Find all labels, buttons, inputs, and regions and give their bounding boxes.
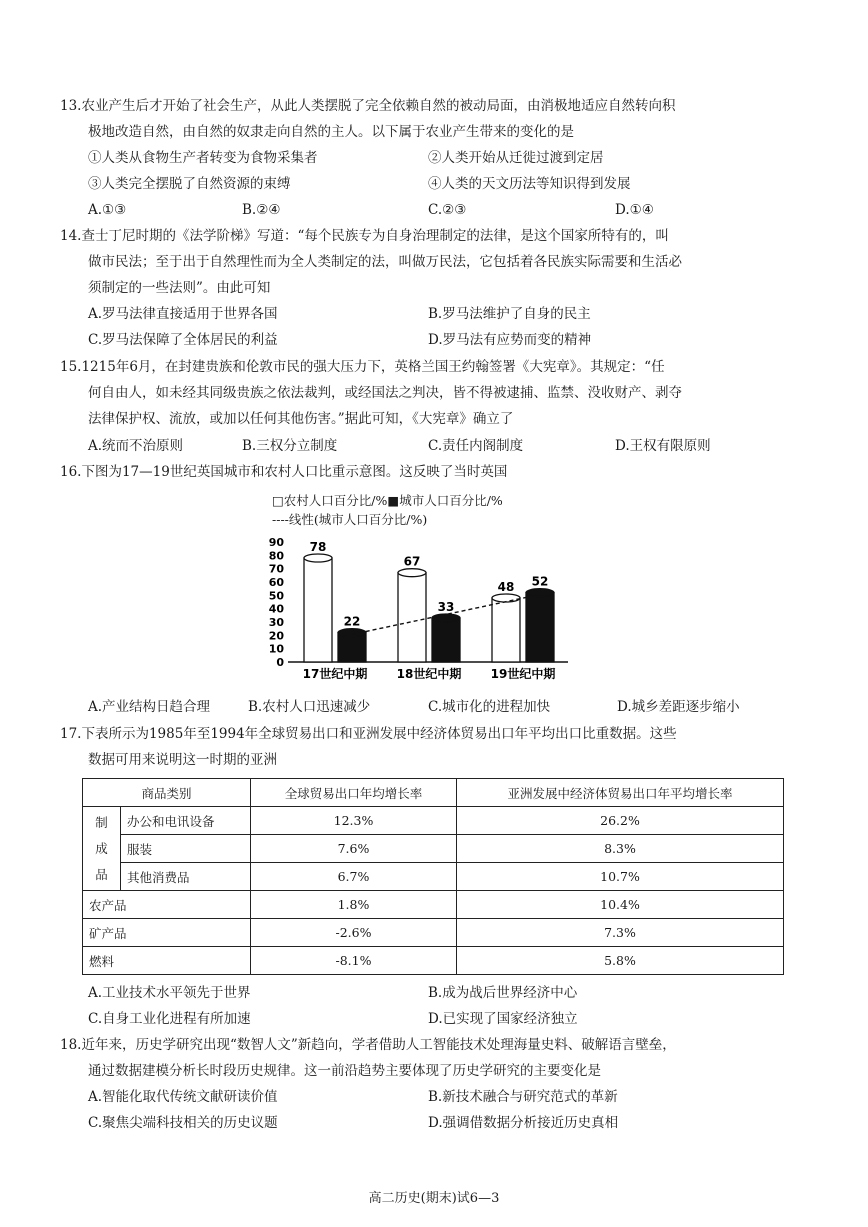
bar-top-urban <box>526 589 554 597</box>
table-cell-asia: 26.2% <box>457 807 784 835</box>
population-bar-chart <box>250 530 590 690</box>
trade-export-table <box>82 778 784 975</box>
table-cell-asia: 10.7% <box>457 863 784 891</box>
q17-stem-line-1: 17.下表所示为1985年至1994年全球贸易出口和亚洲发展中经济体贸易出口年平均出口比重数据。这些 <box>60 726 677 742</box>
q17-option-a: A.工业技术水平领先于世界 <box>88 985 251 1001</box>
q18-stem-line-2: 通过数据建模分析长时段历史规律。这一前沿趋势主要体现了历史学研究的主要变化是 <box>88 1063 601 1079</box>
q18-option-d: D.强调借数据分析接近历史真相 <box>428 1115 619 1131</box>
table-cell-name: 办公和电讯设备 <box>121 807 251 835</box>
table-header-asia: 亚洲发展中经济体贸易出口年平均增长率 <box>457 779 784 807</box>
table-row <box>83 835 784 863</box>
group-char: 制 <box>95 814 108 830</box>
y-tick-label: 80 <box>268 549 284 563</box>
bar-value-label: 33 <box>437 600 455 614</box>
bar-rural <box>492 598 520 662</box>
q18-option-a: A.智能化取代传统文献研读价值 <box>88 1089 278 1105</box>
bar-value-label: 67 <box>403 554 421 569</box>
q13-stem-line-1: 13.农业产生后才开始了社会生产，从此人类摆脱了完全依赖自然的被动局面，由消极地适应自然转向积 <box>60 98 676 114</box>
q14-option-c: C.罗马法保障了全体居民的利益 <box>88 332 278 348</box>
bar-value-label: 78 <box>309 540 327 554</box>
table-cell-asia: 5.8% <box>457 947 784 975</box>
y-tick-label: 20 <box>268 629 284 643</box>
q13-option-d: D.①④ <box>615 202 654 218</box>
bar-value-label: 52 <box>531 574 549 589</box>
table-header-row <box>83 779 784 807</box>
bar-top-rural <box>492 594 520 602</box>
table-row <box>83 863 784 891</box>
y-tick-label: 90 <box>268 536 284 549</box>
q13-item-3: ③人类完全摆脱了自然资源的束缚 <box>88 176 291 192</box>
y-tick-label: 50 <box>268 589 284 603</box>
q17-stem-line-2: 数据可用来说明这一时期的亚洲 <box>88 752 277 768</box>
table-row <box>83 807 784 835</box>
q15-option-d: D.王权有限原则 <box>615 438 711 454</box>
table-cell-global: 6.7% <box>251 863 457 891</box>
q17-option-d: D.已实现了国家经济独立 <box>428 1011 578 1027</box>
q17-option-c: C.自身工业化进程有所加速 <box>88 1011 251 1027</box>
q15-stem-line-2: 何自由人，如未经其同级贵族之依法裁判，或经国法之判决，皆不得被逮捕、监禁、没收财产、剥夺 <box>88 385 682 401</box>
table-cell-name: 农产品 <box>83 891 251 919</box>
page-footer: 高二历史(期末)试6—3 <box>368 1191 500 1206</box>
q16-option-c: C.城市化的进程加快 <box>428 699 551 715</box>
q14-option-b: B.罗马法维护了自身的民主 <box>428 306 591 322</box>
bar-urban <box>432 618 460 662</box>
group-char: 品 <box>95 866 108 882</box>
x-category-label: 18世纪中期 <box>396 667 462 681</box>
bar-top-rural <box>398 569 426 577</box>
q13-item-4: ④人类的天文历法等知识得到发展 <box>428 176 631 192</box>
q18-option-b: B.新技术融合与研究范式的革新 <box>428 1089 618 1105</box>
q15-option-c: C.责任内阁制度 <box>428 438 524 454</box>
q14-option-d: D.罗马法有应势而变的精神 <box>428 332 592 348</box>
table-cell-asia: 8.3% <box>457 835 784 863</box>
q13-item-2: ②人类开始从迁徙过渡到定居 <box>428 150 604 166</box>
bar-top-rural <box>304 554 332 562</box>
group-char: 成 <box>95 840 108 856</box>
q16-option-d: D.城乡差距逐步缩小 <box>617 699 740 715</box>
chart-legend-line-2: ----线性(城市人口百分比/%) <box>272 512 428 527</box>
y-tick-label: 60 <box>268 576 284 589</box>
q13-option-a: A.①③ <box>88 202 127 218</box>
table-group-manufactured <box>83 807 121 891</box>
q14-option-a: A.罗马法律直接适用于世界各国 <box>88 306 278 322</box>
bar-value-label: 22 <box>343 614 361 629</box>
q15-option-b: B.三权分立制度 <box>242 438 338 454</box>
table-cell-global: 12.3% <box>251 807 457 835</box>
table-cell-name: 矿产品 <box>83 919 251 947</box>
q13-option-b: B.②④ <box>242 202 281 218</box>
y-tick-label: 70 <box>268 562 284 576</box>
table-cell-global: -8.1% <box>251 947 457 975</box>
table-cell-global: -2.6% <box>251 919 457 947</box>
table-header-global: 全球贸易出口年均增长率 <box>251 779 457 807</box>
q14-stem-line-1: 14.查士丁尼时期的《法学阶梯》写道：“每个民族专为自身治理制定的法律，是这个国家所特有的，叫 <box>60 228 669 244</box>
q18-stem-line-1: 18.近年来，历史学研究出现“数智人文”新趋向，学者借助人工智能技术处理海量史料、破解语言壁垒， <box>60 1037 676 1053</box>
q13-stem-line-2: 极地改造自然，由自然的奴隶走向自然的主人。以下属于农业产生带来的变化的是 <box>88 124 574 140</box>
q15-option-a: A.统而不治原则 <box>88 438 184 454</box>
q14-stem-line-3: 须制定的一些法则”。由此可知 <box>88 280 271 296</box>
bar-rural <box>304 558 332 662</box>
bar-urban <box>526 593 554 662</box>
table-cell-asia: 7.3% <box>457 919 784 947</box>
bar-rural <box>398 573 426 662</box>
bar-value-label: 48 <box>497 580 515 594</box>
table-cell-global: 7.6% <box>251 835 457 863</box>
q14-stem-line-2: 做市民法；至于出于自然理性而为全人类制定的法，叫做万民法，它包括着各民族实际需要和生活必 <box>88 254 682 270</box>
y-tick-label: 40 <box>268 602 284 616</box>
table-cell-global: 1.8% <box>251 891 457 919</box>
q13-item-1: ①人类从食物生产者转变为食物采集者 <box>88 150 318 166</box>
x-category-label: 17世纪中期 <box>302 667 368 681</box>
y-tick-label: 0 <box>276 656 284 669</box>
q16-option-b: B.农村人口迅速减少 <box>248 699 371 715</box>
q16-option-a: A.产业结构日趋合理 <box>88 699 211 715</box>
table-row <box>83 891 784 919</box>
table-cell-asia: 10.4% <box>457 891 784 919</box>
table-cell-name: 其他消费品 <box>121 863 251 891</box>
q17-option-b: B.成为战后世界经济中心 <box>428 985 578 1001</box>
q18-option-c: C.聚焦尖端科技相关的历史议题 <box>88 1115 278 1131</box>
q15-stem-line-1: 15.1215年6月，在封建贵族和伦敦市民的强大压力下，英格兰国王约翰签署《大宪章》。其规定：“任 <box>60 359 665 375</box>
table-header-category: 商品类别 <box>83 779 251 807</box>
table-cell-name: 燃料 <box>83 947 251 975</box>
bar-top-urban <box>432 614 460 622</box>
y-tick-label: 30 <box>268 616 284 629</box>
table-cell-name: 服装 <box>121 835 251 863</box>
y-tick-label: 10 <box>268 642 284 656</box>
table-row <box>83 919 784 947</box>
q15-stem-line-3: 法律保护权、流放，或加以任何其他伤害。”据此可知，《大宪章》确立了 <box>88 411 514 427</box>
q13-option-c: C.②③ <box>428 202 467 218</box>
q16-stem: 16.下图为17—19世纪英国城市和农村人口比重示意图。这反映了当时英国 <box>60 464 508 480</box>
table-row <box>83 947 784 975</box>
chart-legend-line-1: □农村人口百分比/%■城市人口百分比/% <box>272 493 503 508</box>
x-category-label: 19世纪中期 <box>490 667 556 681</box>
